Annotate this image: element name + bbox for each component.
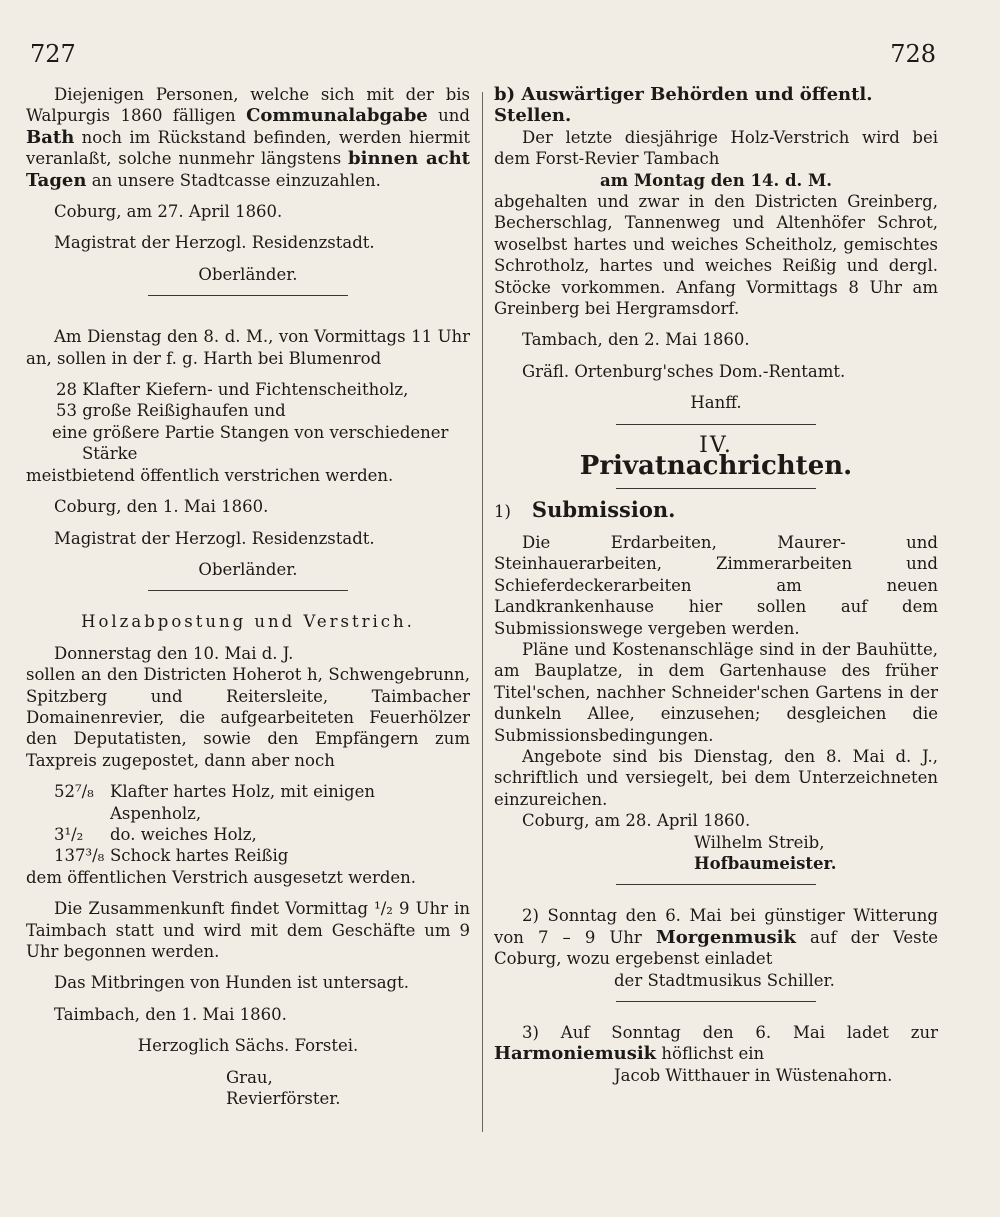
quantity: 52⁷/₈ — [54, 782, 94, 802]
list-item — [26, 845, 470, 866]
signature-title: Revierförster. — [226, 1089, 341, 1109]
emphasis-communalabgabe: Communalabgabe — [246, 105, 428, 127]
separator-rule — [148, 295, 348, 296]
notice-harmony-music — [494, 1022, 938, 1086]
notice-date-line: am Montag den 14. d. M. — [599, 170, 832, 190]
notice-body: Die Erdarbeiten, Maurer- und Steinhauerarbeiten, Zimmerarbeiten und Schieferdeckerarbeiten am neuen Landkrankenhause hier sollen auf dem Submissionswege vergeben werden. — [494, 532, 938, 638]
notice-signature: Oberländer. — [198, 264, 298, 284]
notice-body: sollen an den Districten Hoherot h, Schwengebrunn, Spitzberg und Reitersleite, Taimbacher Domainenrevier, die aufgearbeiteten Feuerhölzer den Deputatisten, sowie den Empfängern zum Taxpreis zugepostet, dann aber noch — [26, 665, 470, 770]
notice-number: 1) — [494, 501, 511, 521]
notice-date: Tambach, den 2. Mai 1860. — [522, 330, 750, 350]
page-number-right: 728 — [890, 40, 936, 68]
section-title: Privatnachrichten. — [579, 451, 853, 482]
signature-name: Wilhelm Streib, — [694, 832, 825, 852]
notice-wood-distribution — [26, 611, 470, 1109]
list-item — [26, 824, 470, 845]
notice-date: Taimbach, den 1. Mai 1860. — [54, 1004, 287, 1024]
notice-signature: Jacob Witthauer in Wüstenahorn. — [614, 1065, 893, 1085]
notice-signature: der Stadtmusikus Schiller. — [614, 970, 835, 990]
list-item: 53 große Reißighaufen und — [56, 401, 286, 421]
notice-authority: Magistrat der Herzogl. Residenzstadt. — [54, 233, 375, 253]
left-column — [26, 84, 470, 1109]
notice-body: Der letzte diesjährige Holz-Verstrich wird bei dem Forst-Revier Tambach — [494, 127, 938, 169]
notice-body: Diejenigen Personen, welche sich mit der bis Walpurgis 1860 fälligen Communalabgabe und Bath noch im Rückstand befinden, werden hiermit veranlaßt, solche nunmehr längstens binnen acht Tagen an unsere Stadtcasse einzuzahlen. — [26, 85, 470, 191]
separator-rule — [616, 884, 816, 885]
notice-signature: Oberländer. — [198, 559, 298, 579]
notice-heading: Holzabpostung und Verstrich. — [81, 612, 415, 632]
list-item: eine größere Partie Stangen von verschiedener Stärke — [52, 422, 449, 464]
emphasis-bath: Bath — [26, 126, 75, 148]
right-column — [494, 84, 938, 1086]
section-number: IV. — [699, 432, 733, 458]
emphasis-harmoniemusik: Harmoniemusik — [494, 1043, 657, 1065]
notice-conclusion: meistbietend öffentlich verstrichen werden. — [26, 465, 394, 485]
separator-rule — [148, 590, 348, 591]
notice-authority: Herzoglich Sächs. Forstei. — [137, 1036, 359, 1056]
notice-body-2: abgehalten und zwar in den Districten Greinberg, Becherschlag, Tannenweg und Altenhöfer Schrot, woselbst hartes und weiches Scheitholz, gemischtes Schrotholz, hartes und weiches Reißig und dergl. Stöcke vorkommen. Anfang Vormittags 8 Uhr am Greinberg bei Hergramsdorf. — [494, 192, 938, 319]
notice-signature: Hanff. — [690, 393, 742, 413]
notice-meeting: Die Zusammenkunft findet Vormittag ¹/₂ 9 Uhr in Taimbach statt und wird mit dem Geschäfte um 9 Uhr begonnen werden. — [26, 899, 470, 961]
emphasis-morgenmusik: Morgenmusik — [655, 926, 796, 948]
item-text: Schock hartes Reißig — [110, 846, 289, 866]
notice-intro: Am Dienstag den 8. d. M., von Vormittags 11 Uhr an, sollen in der f. g. Harth bei Blumenrod — [26, 327, 470, 368]
notice-body: 2) Sonntag den 6. Mai bei günstiger Witterung von 7 – 9 Uhr Morgenmusik auf der Veste Coburg, wozu ergebenst einladet — [494, 906, 938, 969]
notice-morning-music — [494, 905, 938, 991]
notice-date: Coburg, den 1. Mai 1860. — [54, 497, 269, 517]
notice-plans: Pläne und Kostenanschläge sind in der Bauhütte, am Bauplatze, in dem Gartenhause des früher Titel'schen, nachher Schneider'schen Gartens in der dunkeln Allee, einzusehen; desgleichen die Submissionsbedingungen. — [494, 639, 938, 745]
notice-submission — [494, 496, 938, 875]
notice-authority: Gräfl. Ortenburg'sches Dom.-Rentamt. — [522, 361, 846, 381]
emphasis-deadline: binnen acht Tagen — [26, 148, 470, 191]
notice-communal-tax — [26, 84, 470, 285]
list-item: 28 Klafter Kiefern- und Fichtenscheitholz, — [56, 380, 409, 400]
page-number-left: 727 — [30, 40, 76, 68]
notice-dogs: Das Mitbringen von Hunden ist untersagt. — [54, 973, 409, 993]
notice-timber-auction — [26, 326, 470, 580]
column-divider — [482, 92, 483, 1132]
signature-name: Grau, — [226, 1067, 273, 1087]
item-text: Klafter hartes Holz, mit einigen Aspenholz, — [110, 782, 376, 823]
separator-rule — [616, 424, 816, 425]
separator-rule — [616, 488, 816, 489]
submission-heading-row — [494, 496, 938, 522]
notice-date-line: Donnerstag den 10. Mai d. J. — [54, 643, 294, 663]
signature-title: Hofbaumeister. — [694, 854, 837, 873]
notice-tambach-auction — [494, 127, 938, 414]
submission-heading: Submission. — [531, 496, 676, 522]
notice-body: 3) Auf Sonntag den 6. Mai ladet zur Harmoniemusik höflichst ein — [494, 1023, 938, 1065]
quantity: 3¹/₂ — [54, 824, 84, 844]
notice-offers: Angebote sind bis Dienstag, den 8. Mai d. J., schriftlich und versiegelt, bei dem Unterzeichneten einzureichen. — [494, 746, 938, 809]
notice-authority: Magistrat der Herzogl. Residenzstadt. — [54, 528, 375, 548]
separator-rule — [616, 1001, 816, 1002]
section-heading-b: b) Auswärtiger Behörden und öffentl. Stellen. — [494, 84, 873, 127]
notice-date: Coburg, am 27. April 1860. — [54, 202, 283, 222]
notice-conclusion: dem öffentlichen Verstrich ausgesetzt werden. — [26, 867, 417, 887]
list-item — [26, 781, 470, 824]
quantity: 137³/₈ — [54, 846, 105, 866]
item-text: do. weiches Holz, — [110, 824, 257, 844]
notice-date: Coburg, am 28. April 1860. — [522, 811, 751, 831]
